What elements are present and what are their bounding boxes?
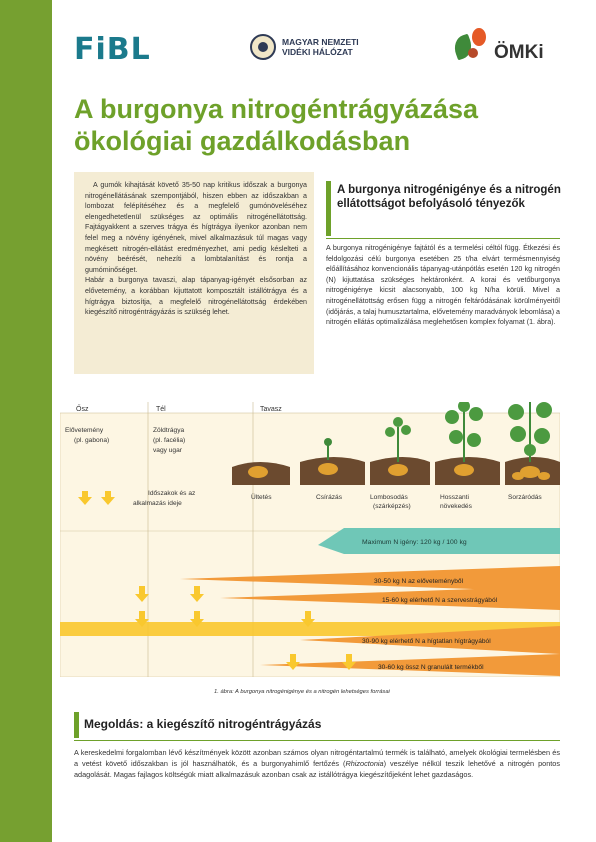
intro-paragraph-1: A gumók kihajtását követő 35-50 nap kritikus időszak a burgonya nitrogénellátásának szempontjából, hiszen ebben az időszakban a lombozat felépítéséhez és a megfelelő gumónöveléséhez elengedhetetlenül szükséges az optimális nitrogénellátottság. Fajtágyakkent a szerves trágya és hígtrágya ilyenkor azonban nem felel meg a növény igényének, mivel alkalmazásuk túl magas vagy megkésett nitrogén-ellátást eredményezhet, ami pedig késlelteti a növény beérését, nehezíti a lombtalanítást és rontja a gumóminőséget. bbox=[85, 181, 307, 274]
stage-sprouting: Csírázás bbox=[316, 494, 343, 501]
intro-text bbox=[85, 180, 307, 318]
green-manure-label: Zöldtrágya bbox=[153, 427, 185, 434]
omki-wordmark: ÖMKi bbox=[494, 42, 544, 63]
section-heading: A burgonya nitrogénigénye és a nitrogén ellátottságot befolyásoló tényezők bbox=[337, 184, 561, 210]
legend-line1: Időszakok és az bbox=[148, 490, 196, 497]
title-line-2: ökológiai gazdálkodásban bbox=[74, 126, 411, 156]
solution-rule bbox=[74, 740, 560, 741]
mnvh-logo bbox=[250, 34, 359, 60]
band-previous-crop-label: 30-50 kg N az előveteményből bbox=[374, 578, 464, 585]
solution-text-b: ) veszélye nélkül teszik lehetővé a nitrogén pontos adagolását. Magas fajlagos költségük miatt alkalmazásuk azonban csak az istállótrágya kiegészítőjeként lehet gazdaságos. bbox=[74, 759, 560, 779]
intro-paragraph-2: Habár a burgonya tavaszi, alap tápanyag-igényét elsősorban az elővetemény, a korábban kijuttatott komposztált istállótrágya és a hígtrágya biztosítja, a megfelelő nitrogénellátottság érdekében kiegészítő nitrogéntrágyázás is szükség lehet. bbox=[85, 276, 307, 317]
omki-leaf-icon bbox=[452, 28, 492, 64]
section-rule bbox=[326, 238, 560, 239]
solution-text-a: A kereskedelmi forgalomban lévő készítmények között azonban számos olyan nitrogéntartalmú termék is található, amelyek ökológiai termelésben és a vetést követő időszakban is jól használhatók, és a burgonyahimlő fertőzés ( bbox=[74, 748, 560, 768]
mnvh-line2: VIDÉKI HÁLÓZAT bbox=[282, 47, 353, 57]
green-manure-example: (pl. facélia) bbox=[153, 437, 186, 444]
solution-text-italic: Rhizoctonia bbox=[345, 759, 384, 768]
band-granulate-label: 30-60 kg össz N granulált termékből bbox=[378, 664, 484, 671]
season-winter: Tél bbox=[156, 406, 166, 413]
solution-body bbox=[74, 747, 560, 780]
figure-caption: 1. ábra: A burgonya nitrogénigénye és a nitrogén lehetséges forrásai bbox=[214, 689, 390, 695]
band-manure-label: 15-60 kg elérhető N a szervestrágyából bbox=[382, 597, 498, 604]
stage-planting: Ültetés bbox=[251, 494, 272, 501]
stage-elongation-sub: növekedés bbox=[440, 503, 472, 510]
band-slurry-label: 30-90 kg elérhető N a hígtatlan hígtrágyából bbox=[362, 638, 491, 645]
season-spring: Tavasz bbox=[260, 406, 282, 413]
stage-elongation: Hosszanti bbox=[440, 494, 469, 501]
title-line-1: A burgonya nitrogéntrágyázása bbox=[74, 94, 479, 124]
previous-crop-example: (pl. gabona) bbox=[74, 437, 110, 444]
max-need-label: Maximum N igény: 120 kg / 100 kg bbox=[362, 539, 467, 546]
section-accent-bar bbox=[326, 181, 331, 236]
page-title bbox=[74, 93, 524, 157]
solution-heading: Megoldás: a kiegészítő nitrogéntrágyázás bbox=[84, 717, 322, 731]
fibl-logo: FiBL bbox=[74, 32, 151, 67]
nitrogen-diagram bbox=[60, 402, 560, 677]
mnvh-line1: MAGYAR NEMZETI bbox=[282, 37, 359, 47]
omki-logo bbox=[452, 28, 544, 64]
previous-crop-label: Elővetemény bbox=[65, 427, 104, 434]
stage-foliage-sub: (szárképzés) bbox=[373, 503, 411, 510]
season-fall: Ősz bbox=[76, 406, 89, 413]
section-body: A burgonya nitrogénigénye fajtától és a termelési céltól függ. Étkezési és feldolgozási célú burgonya esetében 25 t/ha elvárt termésmennyiség előállításához konvencionális tápanyag-utánpótlás esetén 120 kg nitrogén (N) kijuttatása szükséges hektáronként. A korai és vetőburgonya nitrogénigénye kicsit alacsonyabb, 100 kg N/ha körüli. Mivel a nitrogénellátottság erősen függ a nitrogén feltáródásának körülményeitől (időjárás, a talaj humusztartalma, elővetemény maradványok lebomlása) a nitrogén ellátás optimalizálása meglehetősen komplex folyamat (1. ábra). bbox=[326, 244, 560, 327]
fallow-label: vagy ugar bbox=[153, 447, 182, 454]
mnvh-seal-icon bbox=[250, 34, 276, 60]
stage-foliage: Lombosodás bbox=[370, 494, 408, 501]
legend-line2: alkalmazás ideje bbox=[133, 500, 182, 507]
sidebar-stripe bbox=[0, 0, 52, 842]
solution-accent-bar bbox=[74, 712, 79, 738]
stage-canopy-closure: Sorzáródás bbox=[508, 494, 542, 501]
